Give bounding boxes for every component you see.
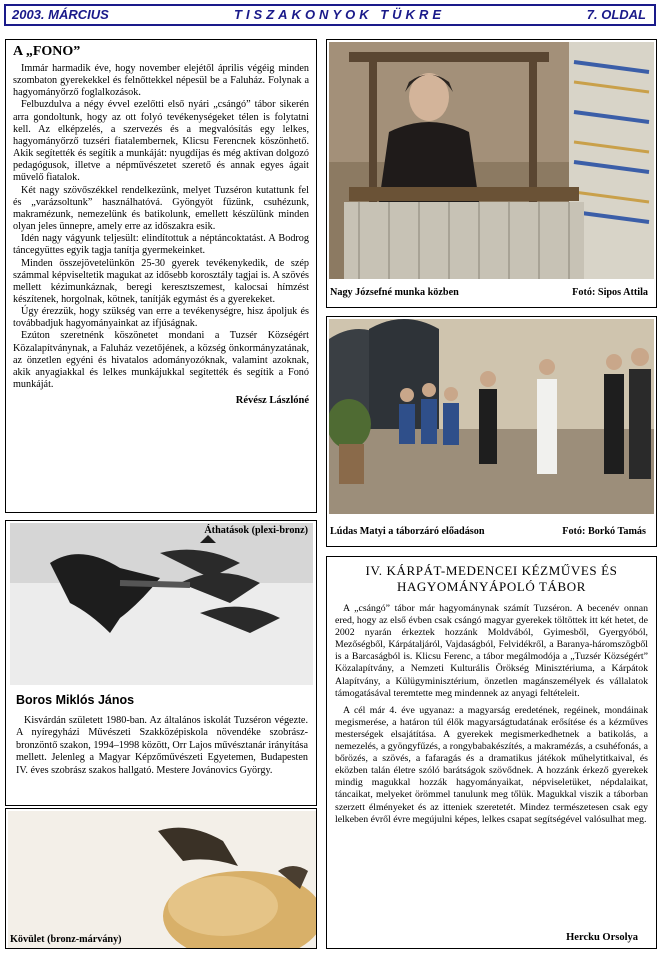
fossil-sculpture-photo [8,811,316,948]
article-title: A „FONO” [13,44,81,59]
article-paragraph: A „csángó” tábor már hagyománynak számít Tuzséron. A becenév onnan ered, hogy az első évben csak csángó magyar gyerekek töltöttek itt két hetet, de 2002 nyarán érkeztek hozzánk Moldvából, Gyimesből, Gyergyóból, Mezőségből, Kárpátaljáról, Vajdaságból, Felvidékről, a Baranya-háromszögből is a Barcaságból is. Klicsu Ferenc, a tábor megálmodója a „Tuzsér Községért” Közalapítvány, a Nemzeti Kulturális Örökség Minisztériuma, a Kárpátok Alapítvány, a Külügyminisztérium, önzetlen magánszemélyek és vállalatok támogatásával teremtette meg mindennek az anyagi feltételeit. [335,603,648,699]
article-paragraph: Immár harmadik éve, hogy november elejétől április végéig minden szombaton gyerekekkel és felnőttekkel népesül be a Faluház. Folynak a hagyományőrző foglalkozások. [13,63,309,99]
performance-photo [329,319,654,514]
newspaper-title: TISZAKONYOK TÜKRE [234,7,445,22]
article-paragraph: Úgy érezzük, hogy szükség van erre a tevékenységre, hisz ápoljuk és továbbadjuk hagyományainkat az ifjúságnak. [13,306,309,330]
article-paragraph: Két nagy szövőszékkel rendelkezünk, melyet Tuzséron kutattunk fel és „varázsoltunk” használhatóvá. Gyöngyöt fűzünk, csuhézunk, makramézunk, nemezelünk és batikolunk, emellett készülünk minden olyan jeles ünnepre, amely erre az időszakra esik. [13,184,309,233]
image-caption: Áthatások (plexi-bronz) [204,525,308,536]
sculpture-photo [10,523,313,685]
article-title: IV. KÁRPÁT-MEDENCEI KÉZMŰVES ÉS HAGYOMÁNYÁPOLÓ TÁBOR [365,563,618,594]
article-author: Révész Lászlóné [235,395,309,407]
photo-caption: Nagy Józsefné munka közben [330,287,459,298]
article-fono [5,39,317,513]
article-paragraph: A cél már 4. éve ugyanaz: a magyarság eredetének, regéinek, mondáinak megismerése, a határon túl élők magyarságtudatának erősítése és a kézműves mesterségek elsajátítása. A gyerekek megismerkedhetnek a batikolás, a nemezelés, a gyöngyfűzés, a rongybabakészítés, a makramézás, a csuhéfonás, a bőrözés, a szövés, a fafaragás és a dramatikus játékok műhelytitkaival, és eközben talán életre szóló barátságok szövődnek. A hozzánk érkező gyerekek mindig magukkal hozzák hagyományaikat, népviseletüket, népdalaikat, táncaikat, melyeket örömmel tanulunk meg tőlük. Magukkal viszik a táborban szerzett élményeket és az itteniek szeretetét. Mindez természetesen csak egy lelkeben évről évre megújulni képes, lelkes csapat segítségével valósulhat meg. [335,704,648,825]
article-author: Hercku Orsolya [566,932,638,943]
artist-profile-box [5,520,317,806]
page-number: 7. OLDAL [586,7,646,22]
weaving-photo [329,42,654,279]
photo-weaving-box [326,39,657,308]
article-paragraph: Minden összejövetelünkön 25-30 gyerek tevékenykedik, de szép számmal képviseltetik magukat az idősebb korosztály tagjai is. A szövés mellett kézimunkáznak, beregi keresztszemest, kalocsai hímzést készítenek, horgolnak, kötnek, tanítják egymást és a gyerekeket. [13,257,309,305]
photo-fossil-box [5,808,317,949]
photo-credit: Fotó: Sipos Attila [572,287,648,298]
article-paragraph: Ezúton szeretnénk köszönetet mondani a Tuzsér Községért Közalapítványnak, a Faluház vezetőjének, a község önkormányzatának, az önzetlen egyéni és hivatalos adományozóknak, valamint azoknak, akik anyagiakkal és lelkes munkájukkal segítették és segítik a Fonó munkáját. [13,330,309,391]
artist-bio: Kisvárdán született 1980-ban. Az általános iskolát Tuzséron végezte. A nyíregyházi Művészeti Szakközépiskola növendéke szobrász-bronzöntő szakon, 1994–1998 között, Orr Lajos művésztanár irányítása mellett. Jelenleg a Magyar Képzőművészeti Egyetemen, Budapesten IV. éves szobrász szakos hallgató. Mestere Jovánovics György. [16,715,308,776]
issue-date: 2003. MÁRCIUS [12,7,109,22]
photo-performance-box [326,316,657,547]
photo-credit: Fotó: Borkó Tamás [562,526,646,537]
photo-caption: Lúdas Matyi a táborzáró előadáson [330,526,485,537]
article-tabor [326,556,657,949]
photo-caption: Kövület (bronz-márvány) [10,934,122,945]
article-paragraph: Felbuzdulva a négy évvel ezelőtti első nyári „csángó” tábor sikerén arra gondoltunk, hogy az ott folyó tevékenységeket télen is folytatni kell. Az elképzelés, a szervezés és a megvalósítás egy lelkes, hagyományőrző tuzséri fiatalembernek, Klicsu Ferencnek köszönhető. Akik segítették és segítik a munkáját: nyugdíjas és még aktívan dolgozó pedagógusok, illetve a népművészetet szerető és annak egyes ágait művelő fiatalok. [13,99,309,184]
artist-name: Boros Miklós János [16,693,135,707]
article-paragraph: Idén nagy vágyunk teljesült: elindítottuk a néptáncoktatást. A Bodrog táncegyüttes egyik tagja tanítja gyermekeinket. [13,233,309,257]
page-header [4,4,656,26]
